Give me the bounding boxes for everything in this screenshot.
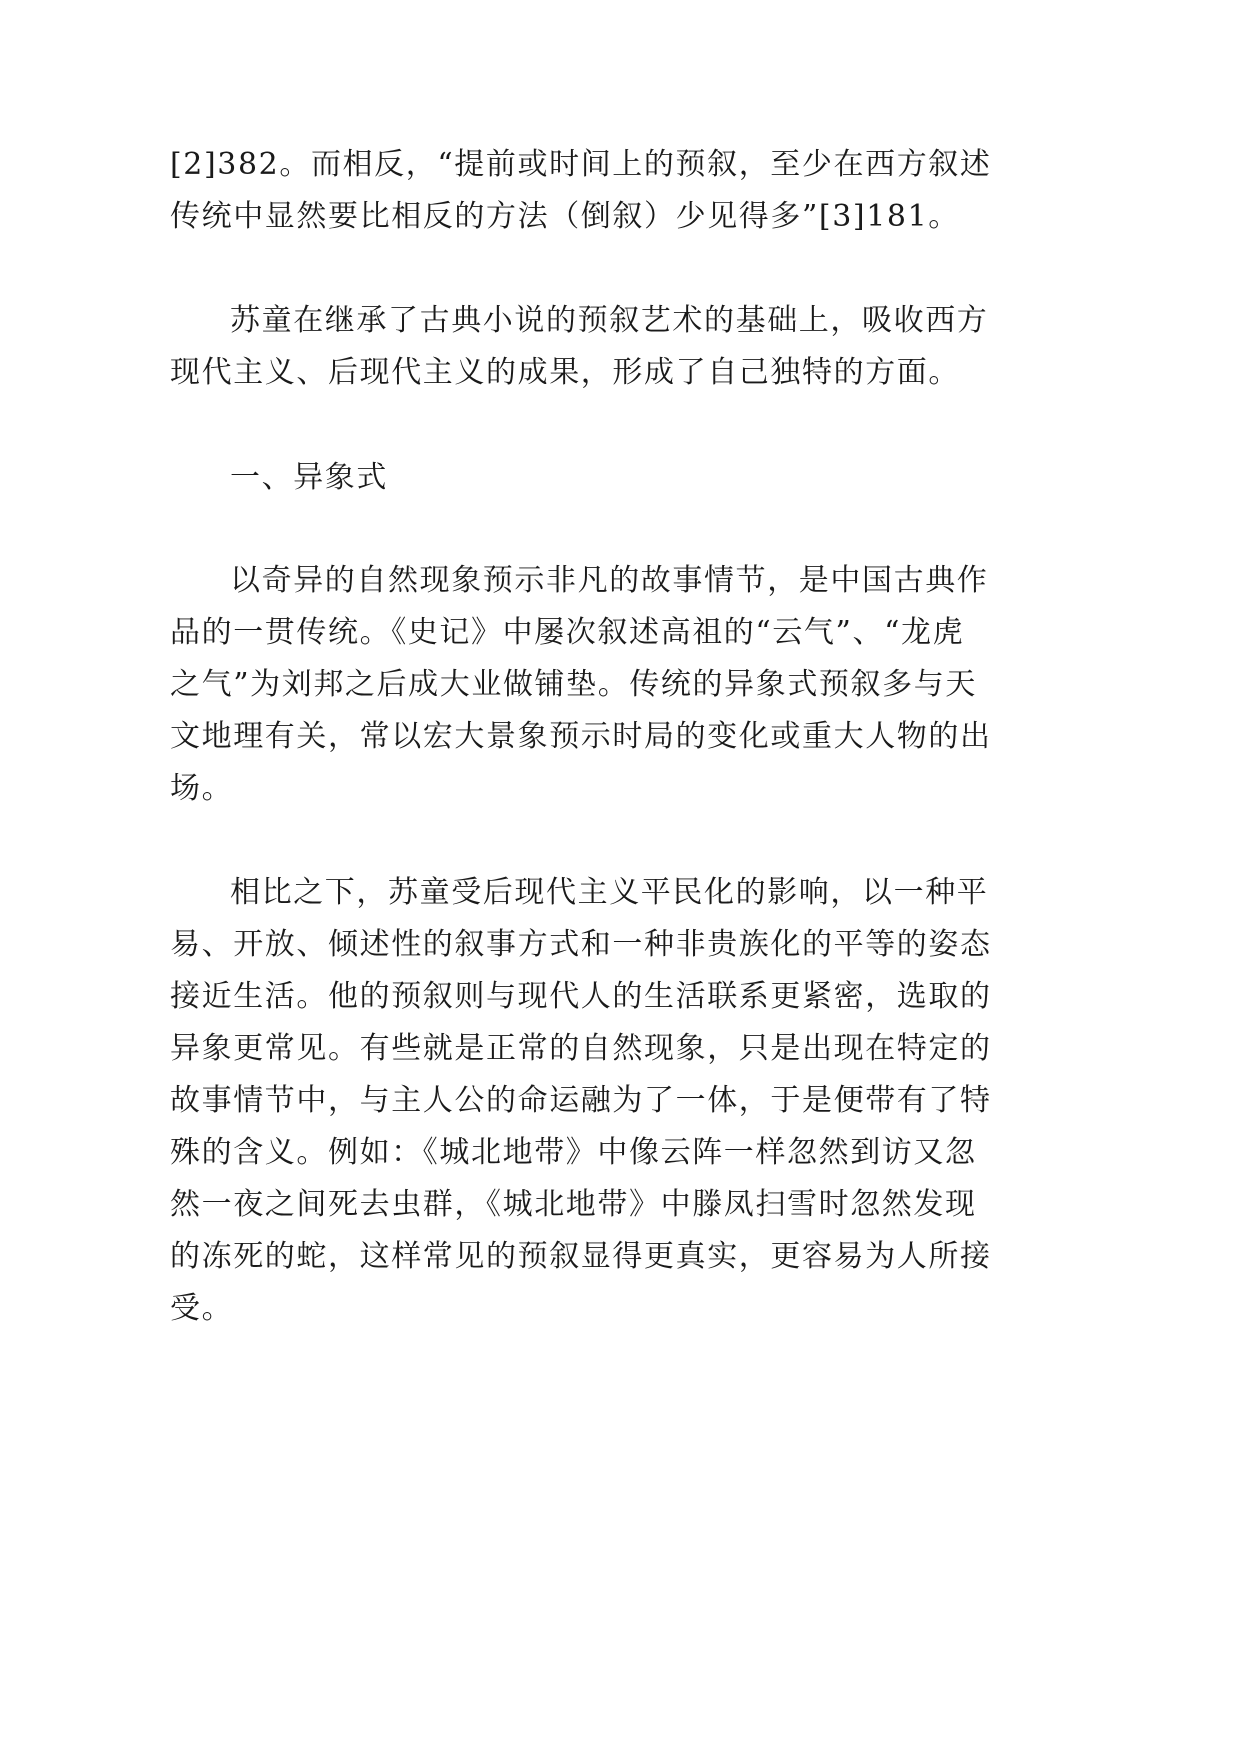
paragraph-3-line-5: 场。	[170, 771, 234, 806]
paragraph-4-line-7: 然一夜之间死去虫群，《城北地带》中滕凤扫雪时忽然发现	[170, 1187, 977, 1222]
paragraph-4-line-2: 易、开放、倾述性的叙事方式和一种非贵族化的平等的姿态	[170, 927, 992, 962]
paragraph-3-line-3: 之气”为刘邦之后成大业做铺垫。传统的异象式预叙多与天	[170, 667, 977, 702]
paragraph-4-line-5: 故事情节中，与主人公的命运融为了一体，于是便带有了特	[170, 1083, 992, 1118]
paragraph-4-line-1: 相比之下，苏童受后现代主义平民化的影响，以一种平	[230, 875, 989, 910]
paragraph-4-line-6: 殊的含义。例如：《城北地带》中像云阵一样忽然到访又忽	[170, 1135, 977, 1170]
paragraph-1-line-2: 传统中显然要比相反的方法（倒叙）少见得多”[3]181。	[170, 199, 960, 234]
section-heading: 一、异象式	[230, 460, 388, 495]
paragraph-4-line-4: 异象更常见。有些就是正常的自然现象，只是出现在特定的	[170, 1031, 992, 1066]
paragraph-1-line-1: [2]382。而相反，“提前或时间上的预叙，至少在西方叙述	[170, 147, 992, 182]
paragraph-2-line-1: 苏童在继承了古典小说的预叙艺术的基础上，吸收西方	[230, 303, 989, 338]
paragraph-3-line-4: 文地理有关，常以宏大景象预示时局的变化或重大人物的出	[170, 719, 992, 754]
paragraph-3-line-1: 以奇异的自然现象预示非凡的故事情节，是中国古典作	[230, 563, 989, 598]
paragraph-4-line-8: 的冻死的蛇，这样常见的预叙显得更真实，更容易为人所接	[170, 1239, 992, 1274]
paragraph-4-line-9: 受。	[170, 1291, 234, 1326]
paragraph-4-line-3: 接近生活。他的预叙则与现代人的生活联系更紧密，选取的	[170, 979, 992, 1014]
paragraph-3-line-2: 品的一贯传统。《史记》中屡次叙述高祖的“云气”、“龙虎	[170, 615, 965, 650]
paragraph-2-line-2: 现代主义、后现代主义的成果，形成了自己独特的方面。	[170, 355, 960, 390]
